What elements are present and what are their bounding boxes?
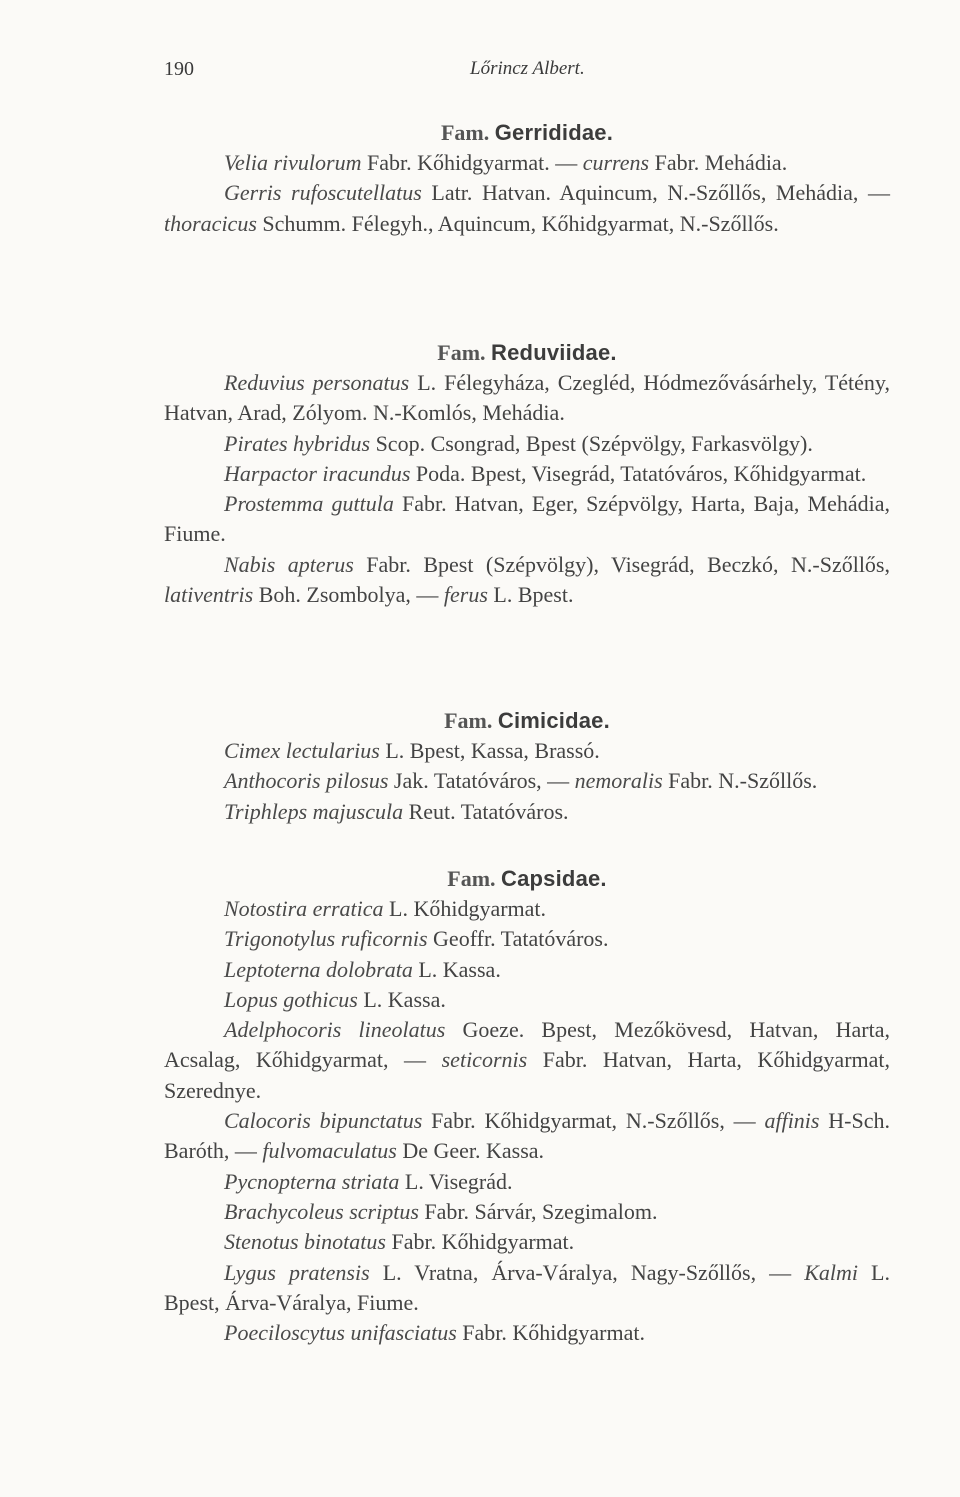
taxon-name: thoracicus <box>164 210 257 236</box>
taxon-name: Pycnopterna striata <box>224 1168 400 1194</box>
taxon-name: Calocoris bipunctatus <box>224 1108 423 1134</box>
taxon-name: Lopus gothicus <box>224 986 358 1012</box>
species-entry: Velia rivulorum Fabr. Kőhidgyarmat. — currens Fabr. Mehádia. <box>224 150 788 175</box>
species-entry: Poeciloscytus unifasciatus Fabr. Kőhidgyarmat. <box>224 1320 645 1346</box>
taxon-name: lativentris <box>164 582 254 608</box>
family-heading <box>164 706 890 736</box>
fam-label: Fam. <box>444 708 493 733</box>
taxon-name: ferus <box>443 582 488 608</box>
family-heading <box>164 338 890 368</box>
taxon-name: Adelphocoris lineolatus <box>224 1017 446 1043</box>
family-name: Reduviidae. <box>491 340 617 365</box>
family-name: Gerrididae. <box>494 120 614 145</box>
taxon-name: Velia rivulorum <box>224 150 362 175</box>
species-entry: Calocoris bipunctatus Fabr. Kőhidgyarmat, N.-Szőllős, — affinis H-Sch. Baróth, — fulvomaculatus De Geer. Kassa. <box>164 1108 890 1164</box>
species-entry: Prostemma guttula Fabr. Hatvan, Eger, Szépvölgy, Harta, Baja, Mehádia, Fiume. <box>164 491 890 547</box>
fam-label: Fam. <box>440 120 490 145</box>
species-entry: Lopus gothicus L. Kassa. <box>224 986 446 1012</box>
species-entry: Lygus pratensis L. Vratna, Árva-Váralya, Nagy-Szőllős, — Kalmi L. Bpest, Árva-Váralya, Fiume. <box>164 1259 890 1315</box>
running-head: Lőrincz Albert. <box>470 58 585 79</box>
section-gerrididae <box>164 118 890 239</box>
species-entry: Gerris rufoscutellatus Latr. Hatvan. Aquincum, N.-Szőllős, Mehádia, — thoracicus Schumm. Félegyh., Aquincum, Kőhidgyarmat, N.-Szőllős. <box>164 180 890 236</box>
taxon-name: Brachycoleus scriptus <box>224 1198 419 1224</box>
taxon-name: Stenotus binotatus <box>224 1229 386 1255</box>
taxon-name: Anthocoris pilosus <box>224 768 389 794</box>
taxon-name: Lygus pratensis <box>224 1259 370 1285</box>
taxon-name: Harpactor iracundus <box>224 460 411 486</box>
species-entry: Reduvius personatus L. Félegyháza, Czegléd, Hódmezővásárhely, Tétény, Hatvan, Arad, Zólyom. N.-Komlós, Mehádia. <box>164 370 891 426</box>
species-list <box>164 368 890 610</box>
family-heading <box>164 864 890 894</box>
taxon-name: nemoralis <box>574 768 663 794</box>
species-list <box>164 148 890 239</box>
taxon-name: Leptoterna dolobrata <box>224 956 413 982</box>
species-entry: Notostira erratica L. Kőhidgyarmat. <box>224 896 547 921</box>
taxon-name: Nabis apterus <box>224 551 354 577</box>
taxon-name: fulvomaculatus <box>262 1138 397 1164</box>
taxon-name: affinis <box>764 1108 820 1134</box>
taxon-name: Gerris rufoscutellatus <box>224 180 422 206</box>
page-number: 190 <box>164 58 194 80</box>
taxon-name: seticornis <box>441 1047 528 1073</box>
section-reduviidae <box>164 338 890 610</box>
taxon-name: Kalmi <box>804 1259 858 1285</box>
species-entry: Pycnopterna striata L. Visegrád. <box>224 1168 513 1194</box>
species-entry: Anthocoris pilosus Jak. Tatatóváros, — nemoralis Fabr. N.-Szőllős. <box>224 768 818 794</box>
section-cimicidae <box>164 706 890 827</box>
species-entry: Nabis apterus Fabr. Bpest (Szépvölgy), Visegrád, Beczkó, N.-Szőllős, lativentris Boh. Zsombolya, — ferus L. Bpest. <box>164 551 890 608</box>
species-entry: Leptoterna dolobrata L. Kassa. <box>224 956 501 982</box>
page-header <box>164 58 890 88</box>
section-capsidae <box>164 864 890 1348</box>
fam-label: Fam. <box>437 340 486 365</box>
species-list <box>164 736 890 827</box>
species-entry: Adelphocoris lineolatus Goeze. Bpest, Mezőkövesd, Hatvan, Harta, Acsalag, Kőhidgyarmat, — seticornis Fabr. Hatvan, Harta, Kőhidgyarmat, Szerednye. <box>164 1017 891 1103</box>
species-entry: Pirates hybridus Scop. Csongrad, Bpest (Szépvölgy, Farkasvölgy). <box>224 430 813 456</box>
species-entry: Harpactor iracundus Poda. Bpest, Visegrád, Tatatóváros, Kőhidgyarmat. <box>224 460 867 486</box>
family-heading <box>164 118 890 148</box>
species-list <box>164 894 890 1348</box>
taxon-name: Prostemma guttula <box>224 491 394 517</box>
taxon-name: Triphleps majuscula <box>224 798 404 824</box>
fam-label: Fam. <box>447 866 496 891</box>
taxon-name: Cimex lectularius <box>224 738 380 763</box>
family-name: Capsidae. <box>501 866 607 891</box>
species-entry: Stenotus binotatus Fabr. Kőhidgyarmat. <box>224 1229 575 1255</box>
taxon-name: Reduvius personatus <box>224 370 410 395</box>
family-name: Cimicidae. <box>497 708 610 733</box>
species-entry: Triphleps majuscula Reut. Tatatóváros. <box>224 798 569 824</box>
species-entry: Trigonotylus ruficornis Geoffr. Tatatóváros. <box>224 926 609 952</box>
species-entry: Brachycoleus scriptus Fabr. Sárvár, Szegimalom. <box>224 1198 658 1224</box>
taxon-name: currens <box>582 150 650 175</box>
taxon-name: Pirates hybridus <box>224 430 371 456</box>
taxon-name: Trigonotylus ruficornis <box>224 926 428 952</box>
species-entry: Cimex lectularius L. Bpest, Kassa, Brassó. <box>224 738 600 763</box>
taxon-name: Poeciloscytus unifasciatus <box>224 1320 457 1346</box>
taxon-name: Notostira erratica <box>224 896 384 921</box>
